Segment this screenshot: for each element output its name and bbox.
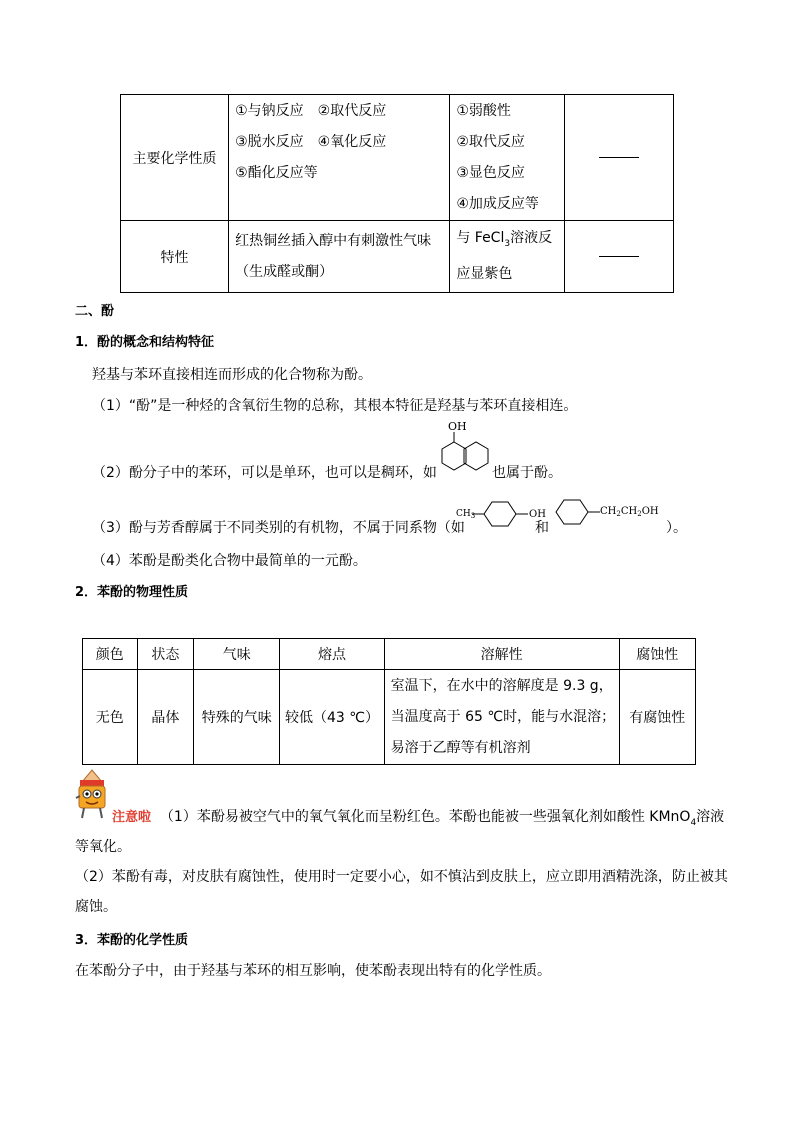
header-cell: 腐蚀性 [619, 639, 695, 670]
pencil-mascot-icon [72, 768, 112, 820]
svg-text:OH: OH [529, 509, 546, 520]
paragraph: （2）酚分子中的苯环，可以是单环，也可以是稠环，如 [92, 465, 437, 481]
note-line: （2）苯酚有毒，对皮肤有腐蚀性，使用时一定要小心，如不慎沾到皮肤上，应立即用酒精洗涤，防止被其 [75, 869, 728, 885]
subsection-heading: 2．苯酚的物理性质 [75, 585, 189, 600]
empty-cell-dash [565, 221, 674, 293]
physical-properties-table [82, 638, 696, 765]
table-row [83, 670, 696, 765]
table-row [121, 221, 674, 293]
dash-mark [599, 157, 639, 158]
header-cell: 溶解性 [384, 639, 619, 670]
section-heading: 二、酚 [75, 304, 115, 319]
table-row [121, 95, 674, 221]
paragraph: 也属于酚。 [492, 465, 562, 481]
paragraph: 和 [535, 520, 549, 536]
header-cell: 状态 [137, 639, 194, 670]
dash-mark [599, 256, 639, 257]
phenol-feature: 与 FeCl$_3$溶液反 应显紫色 [450, 221, 565, 293]
value-cell: 晶体 [137, 670, 194, 765]
paragraph: 在苯酚分子中，由于羟基与苯环的相互影响，使苯酚表现出特有的化学性质。 [75, 963, 551, 979]
header-cell: 颜色 [83, 639, 138, 670]
header-cell: 气味 [194, 639, 280, 670]
alcohol-feature: 红热铜丝插入醇中有刺激性气味 （生成醛或酮） [229, 221, 450, 293]
empty-cell-dash [565, 95, 674, 221]
alcohol-properties: ①与钠反应 ②取代反应 ③脱水反应 ④氧化反应 ⑤酯化反应等 [229, 95, 450, 221]
solubility-cell: 室温下，在水中的溶解度是 9.3 g， 当温度高于 65 ℃时，能与水混溶； 易溶于乙醇等有机溶剂 [384, 670, 619, 765]
svg-text:CH3: $CH_3$ [456, 509, 476, 520]
phenol-properties: ①弱酸性 ②取代反应 ③显色反应 ④加成反应等 [450, 95, 565, 221]
subsection-heading: 1．酚的概念和结构特征 [75, 335, 215, 350]
paragraph: （3）酚与芳香醇属于不同类别的有机物，不属于同系物（如 [92, 520, 465, 536]
svg-text:OH: OH [448, 420, 467, 433]
row-label: 特性 [121, 221, 229, 293]
note-line: 等氧化。 [75, 839, 131, 855]
header-cell: 熔点 [280, 639, 384, 670]
table-header-row [83, 639, 696, 670]
paragraph: （4）苯酚是酚类化合物中最简单的一元酚。 [92, 553, 367, 569]
svg-text:CH2CH2OH: $CH_2CH_2OH$ [600, 506, 659, 518]
row-label: 主要化学性质 [121, 95, 229, 221]
paragraph: （1）“酚”是一种烃的含氧衍生物的总称，其根本特征是羟基与苯环直接相连。 [92, 398, 578, 414]
paragraph: ）。 [666, 520, 687, 536]
naphthol-structure [428, 418, 490, 482]
note-line: 腐蚀。 [75, 899, 117, 915]
value-cell: 特殊的气味 [194, 670, 280, 765]
value-cell: 较低（43 ℃） [280, 670, 384, 765]
benzyl-alcohol-structure [552, 494, 672, 534]
value-cell: 无色 [83, 670, 138, 765]
properties-table [120, 94, 674, 293]
paragraph: 羟基与苯环直接相连而形成的化合物称为酚。 [92, 367, 372, 383]
value-cell: 有腐蚀性 [619, 670, 695, 765]
note-line: 注意啦 （1）苯酚易被空气中的氧气氧化而呈粉红色。苯酚也能被一些强氧化剂如酸性 KMnO$_4$溶液 [112, 809, 725, 828]
note-label: 注意啦 [112, 810, 152, 825]
subsection-heading: 3．苯酚的化学性质 [75, 933, 189, 948]
